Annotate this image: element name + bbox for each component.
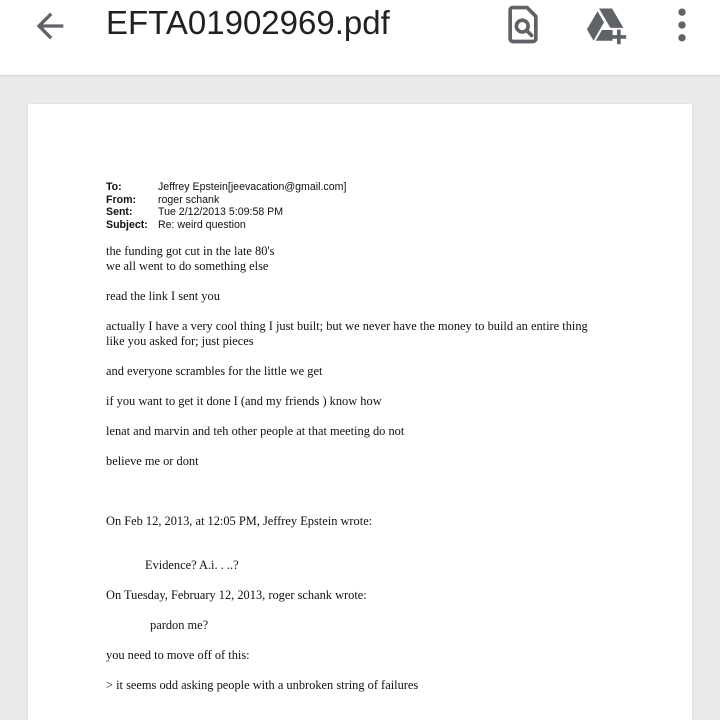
body-line: > it seems odd asking people with a unbroken string of failures	[106, 678, 419, 692]
arrow-left-icon	[30, 6, 70, 46]
header-value: roger schank	[158, 193, 220, 206]
body-line: we all went to do something else	[106, 259, 269, 273]
pdf-page	[28, 104, 692, 720]
body-line: the funding got cut in the late 80's	[106, 244, 275, 258]
header-label: To:	[106, 181, 122, 193]
header-value: Jeffrey Epstein[jeevacation@gmail.com]	[158, 181, 347, 193]
body-line: actually I have a very cool thing I just built; but we never have the money to build an entire thing	[106, 319, 588, 333]
body-line: believe me or dont	[106, 454, 199, 468]
quoted-attribution: On Feb 12, 2013, at 12:05 PM, Jeffrey Epstein wrote:	[106, 514, 373, 528]
header-value: Tue 2/12/2013 5:09:58 PM	[158, 206, 284, 219]
header-label: Sent:	[106, 206, 133, 219]
body-line: you need to move off of this:	[106, 648, 250, 662]
body-line: and everyone scrambles for the little we get	[106, 364, 323, 378]
header-to	[106, 181, 346, 194]
find-in-document-button[interactable]	[501, 3, 545, 47]
quoted-attribution: On Tuesday, February 12, 2013, roger schank wrote:	[106, 588, 367, 602]
body-line: read the link I sent you	[106, 289, 220, 303]
header-label: Subject:	[106, 218, 148, 231]
add-to-drive-icon	[584, 3, 628, 47]
more-vert-icon	[660, 3, 704, 47]
header-value: Re: weird question	[158, 218, 246, 231]
quoted-line: Evidence? A.i. . ..?	[145, 558, 239, 572]
more-options-button[interactable]	[660, 3, 704, 47]
find-in-document-icon	[501, 3, 545, 47]
email-headers	[106, 181, 346, 231]
header-from	[106, 194, 346, 207]
quoted-line: pardon me?	[150, 618, 209, 632]
add-to-drive-button[interactable]	[584, 3, 628, 47]
header-label: From:	[106, 193, 137, 206]
header-subject	[106, 219, 346, 232]
body-line: lenat and marvin and teh other people at that meeting do not	[106, 424, 405, 438]
body-line: like you asked for; just pieces	[106, 334, 254, 348]
app-bar	[0, 0, 720, 75]
body-line: if you want to get it done I (and my friends ) know how	[106, 394, 382, 408]
back-button[interactable]	[30, 6, 70, 46]
header-sent	[106, 206, 346, 219]
document-title: EFTA01902969.pdf	[106, 4, 390, 41]
